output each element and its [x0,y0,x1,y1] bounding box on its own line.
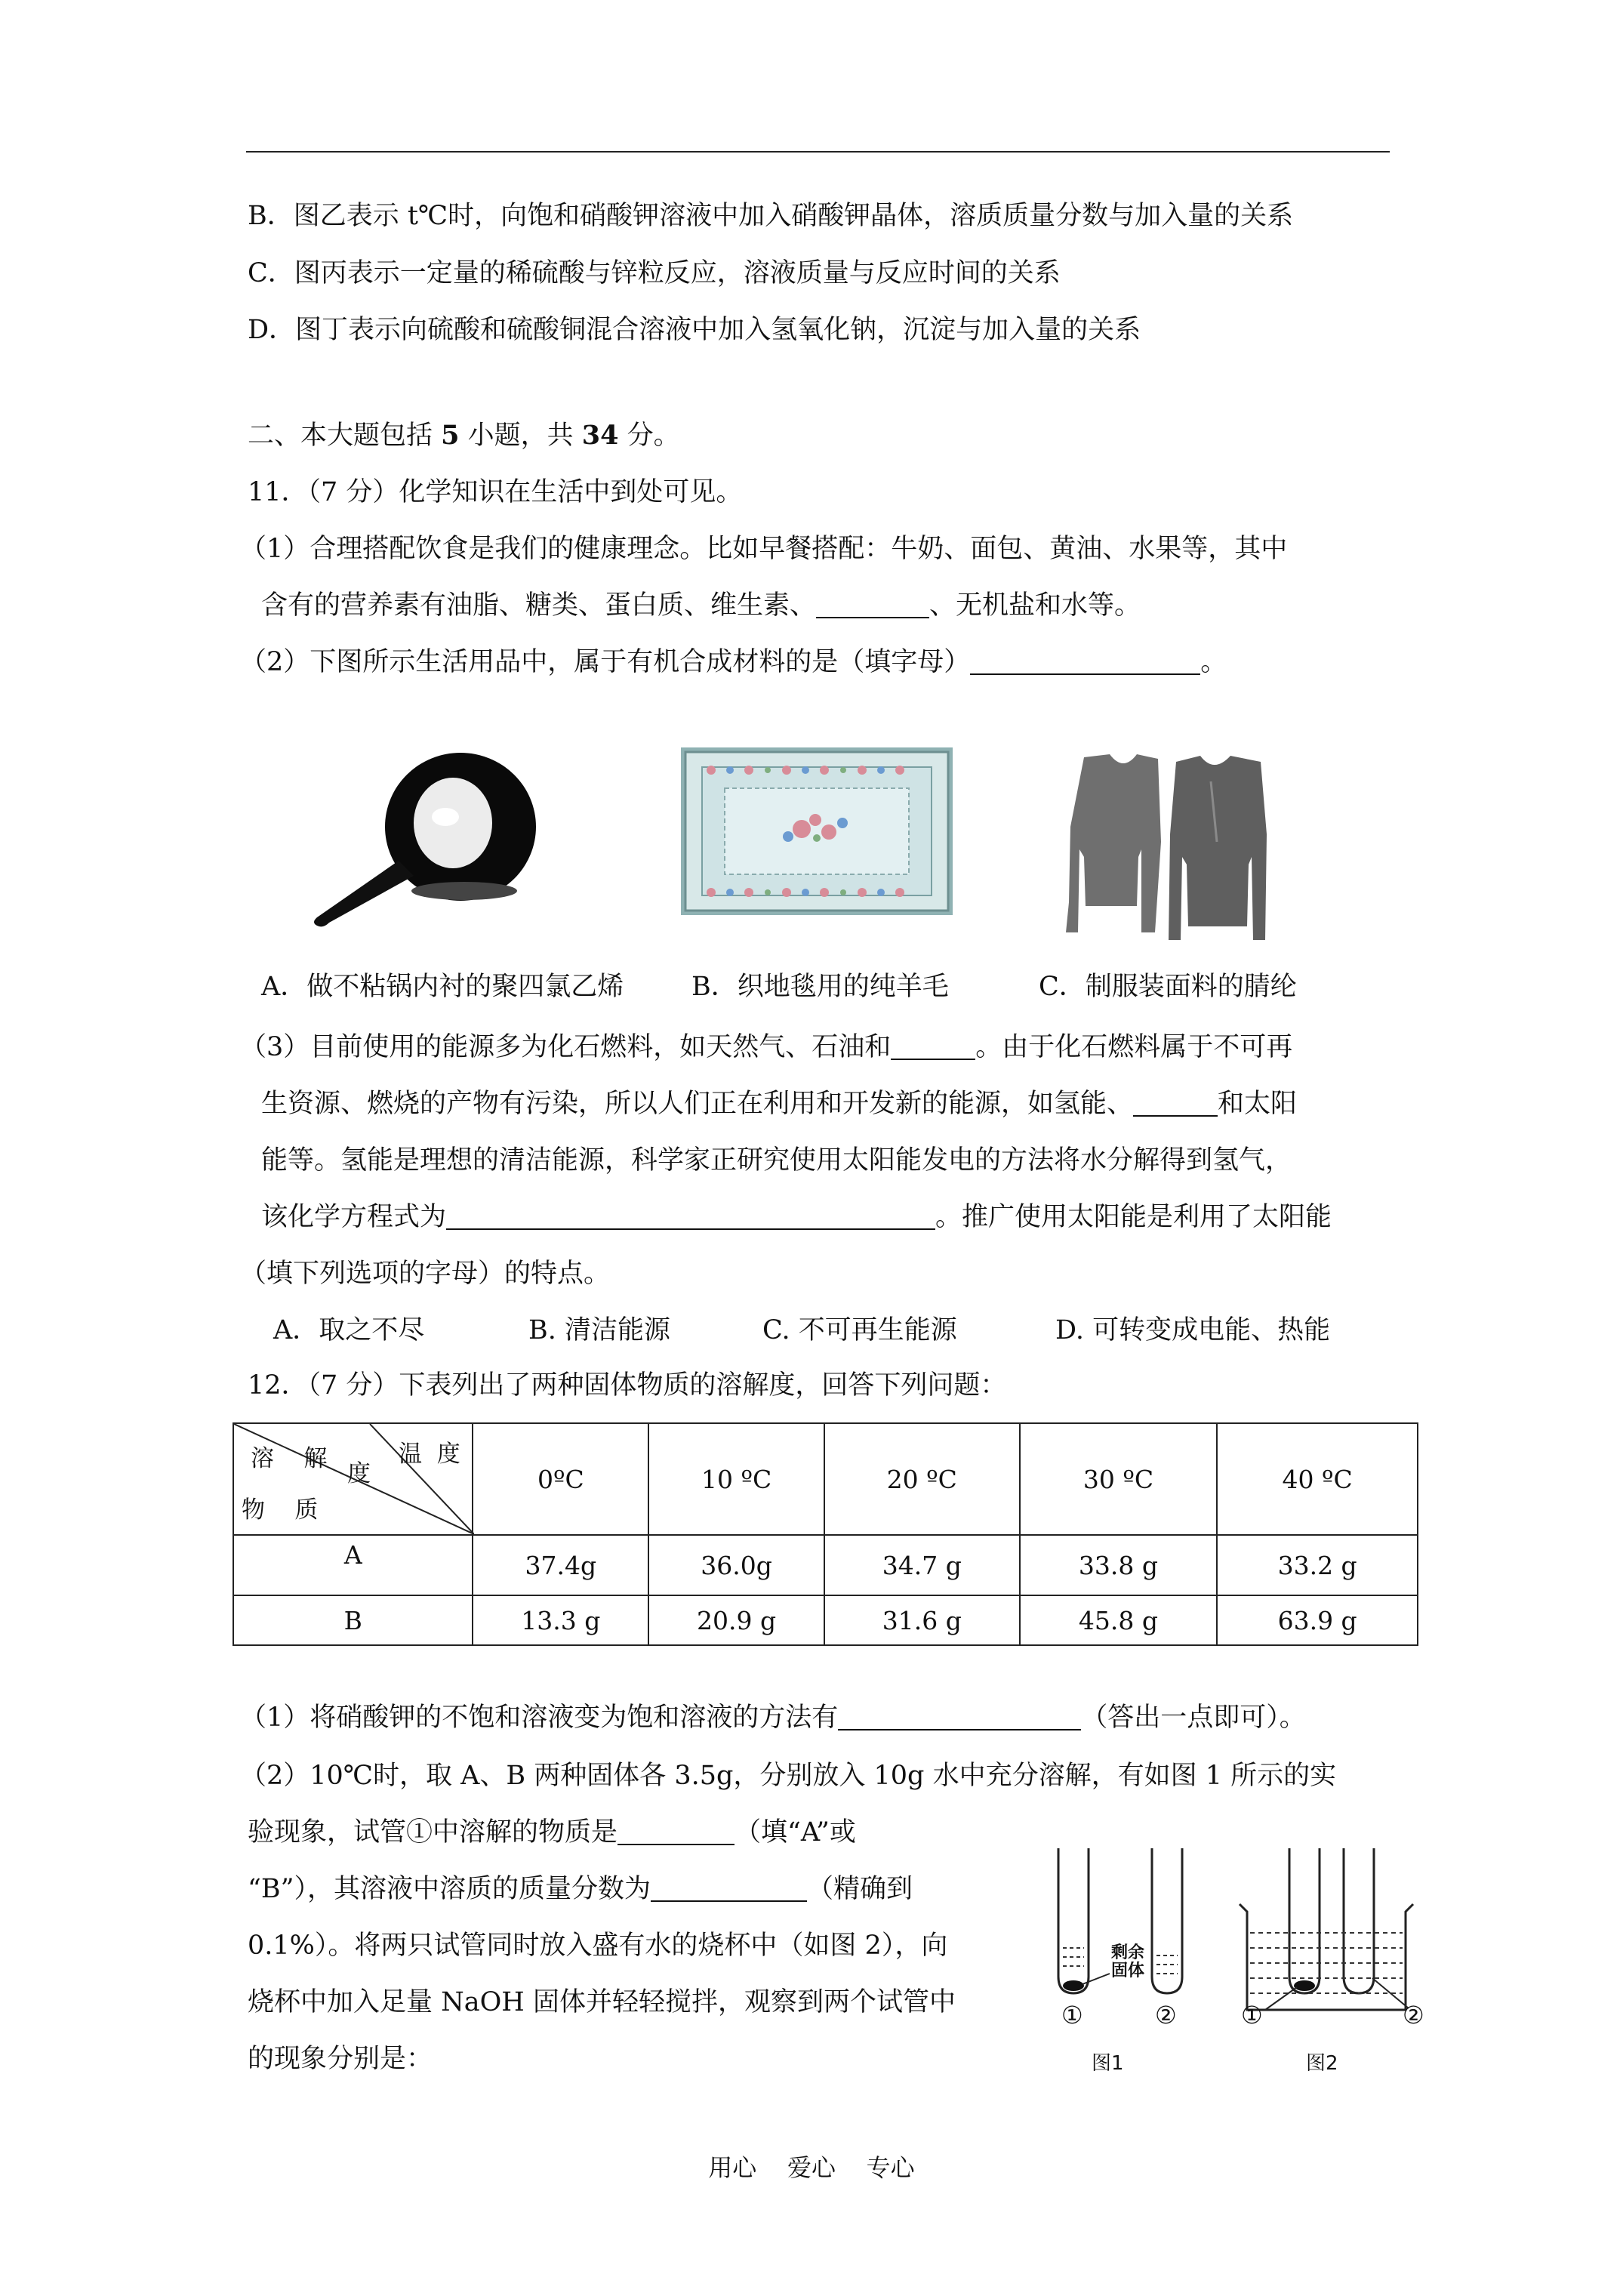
answer-blank-fossil-fuel[interactable] [891,1033,975,1060]
temp-40: 40 ºC [1217,1423,1418,1535]
header-rule [246,151,1390,153]
fig1-tube2-label: ② [1155,2001,1177,2029]
choice-b: B. 清洁能源 [528,1315,670,1345]
acrylic-clothes-image [1063,751,1274,946]
temp-0: 0ºC [473,1423,648,1535]
q11-part3-line5: （填下列选项的字母）的特点。 [240,1259,611,1289]
q12-title: 12．（7 分）下表列出了两种固体物质的溶解度，回答下列问题： [248,1370,1007,1401]
q11-part1-line2: 含有的营养素有油脂、糖类、蛋白质、维生素、 、无机盐和水等。 [261,590,1141,621]
q11-part1-line1: （1）合理搭配饮食是我们的健康理念。比如早餐搭配：牛奶、面包、黄油、水果等，其中 [240,534,1288,564]
q12-part2-line6: 的现象分别是： [248,2044,433,2074]
cell-b-40: 63.9 g [1217,1595,1418,1645]
q12-part2-line3: “B”），其溶液中溶质的质量分数为 （精确到 [248,1874,913,1904]
answer-blank-equation[interactable] [446,1203,935,1230]
cell-a-10: 36.0g [648,1535,824,1595]
q12-part2-line2: 验现象，试管①中溶解的物质是 （填“A”或 [248,1817,856,1848]
fig1-caption: 图1 [1092,2052,1124,2075]
answer-blank-synthetic-material[interactable] [970,648,1200,675]
answer-blank-saturation-method[interactable] [838,1703,1081,1730]
q11-title: 11．（7 分）化学知识在生活中到处可见。 [248,477,743,507]
table-row [233,1535,1418,1595]
cell-a-40: 33.2 g [1217,1535,1418,1595]
fig2-caption: 图2 [1306,2052,1338,2075]
section-heading: 二、本大题包括 5 小题，共 34 分。 [248,420,680,451]
answer-blank-substance[interactable] [617,1818,735,1845]
q11-part3-line2: 生资源、燃烧的产物有污染，所以人们正在利用和开发新的能源，如氢能、 和太阳 [261,1089,1298,1119]
q11-part3-line4: 该化学方程式为 。推广使用太阳能是利用了太阳能 [261,1202,1332,1232]
cell-b-20: 31.6 g [824,1595,1020,1645]
q12-part2-line5: 烧杯中加入足量 NaOH 固体并轻轻搅拌，观察到两个试管中 [248,1987,956,2017]
row-name-b: B [233,1595,473,1645]
header-solubility: 溶 解 [251,1445,328,1472]
q12-part1: （1）将硝酸钾的不饱和溶液变为饱和溶液的方法有 （答出一点即可）。 [240,1703,1306,1733]
answer-blank-mass-fraction[interactable] [651,1875,807,1902]
wool-carpet-image [681,747,953,915]
cell-a-20: 34.7 g [824,1535,1020,1595]
table-header-row [233,1423,1418,1535]
caption-c: C．制服装面料的腈纶 [1039,972,1297,1002]
table-row [233,1595,1418,1645]
cell-b-0: 13.3 g [473,1595,648,1645]
choice-d: D. 可转变成电能、热能 [1055,1315,1331,1345]
fig2-tube1-label: ① [1241,2001,1263,2029]
q11-part2: （2）下图所示生活用品中，属于有机合成材料的是（填字母） 。 [240,647,1227,677]
nonstick-pan-image [302,747,544,936]
fig2-tube2-label: ② [1403,2001,1424,2029]
row-name-a: A [233,1535,473,1595]
q12-part2-line1: （2）10℃时，取 A、B 两种固体各 3.5g，分别放入 10g 水中充分溶解，有如图 1 所示的实 [240,1761,1337,1791]
diagonal-header-cell [233,1423,473,1535]
q10-option-d: D．图丁表示向硫酸和硫酸铜混合溶液中加入氢氧化钠，沉淀与加入量的关系 [248,315,1141,345]
caption-a: A．做不粘锅内衬的聚四氯乙烯 [261,972,624,1002]
page-footer: 用心 爱心 专心 [708,2153,915,2182]
temp-30: 30 ºC [1020,1423,1218,1535]
test-tube-figures [1042,1842,1442,2084]
q11-part3-line1: （3）目前使用的能源多为化石燃料，如天然气、石油和 。由于化石燃料属于不可再 [240,1032,1293,1062]
q10-option-b: B．图乙表示 t℃时，向饱和硝酸钾溶液中加入硝酸钾晶体，溶质质量分数与加入量的关系 [248,201,1294,231]
residue-label: 剩余 固体 [1111,1943,1145,1980]
temp-10: 10 ºC [648,1423,824,1535]
header-du: 度 [347,1460,371,1487]
choice-a: A．取之不尽 [273,1315,425,1345]
choice-c: C. 不可再生能源 [762,1315,957,1345]
q12-part2-line4: 0.1%）。将两只试管同时放入盛有水的烧杯中（如图 2），向 [248,1931,948,1961]
fig1-tube1-label: ① [1061,2001,1083,2029]
cell-a-30: 33.8 g [1020,1535,1218,1595]
solubility-table [233,1422,1418,1646]
temp-20: 20 ºC [824,1423,1020,1535]
q11-part3-line3: 能等。氢能是理想的清洁能源，科学家正研究使用太阳能发电的方法将水分解得到氢气， [261,1145,1292,1176]
q10-option-c: C．图丙表示一定量的稀硫酸与锌粒反应，溶液质量与反应时间的关系 [248,258,1061,288]
caption-b: B．织地毯用的纯羊毛 [691,972,949,1002]
header-substance: 物 质 [242,1496,319,1524]
cell-a-0: 37.4g [473,1535,648,1595]
cell-b-30: 45.8 g [1020,1595,1218,1645]
answer-blank-new-energy[interactable] [1133,1089,1218,1117]
answer-blank-nutrient[interactable] [816,591,929,618]
cell-b-10: 20.9 g [648,1595,824,1645]
header-temperature: 温 度 [399,1441,460,1468]
